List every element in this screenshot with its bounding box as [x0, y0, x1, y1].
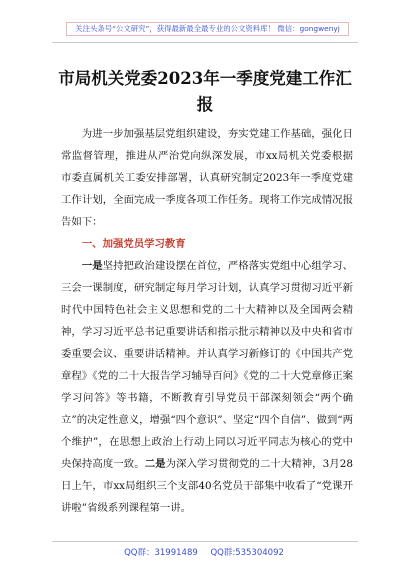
section-paragraph — [61, 255, 353, 519]
document-body — [61, 123, 353, 519]
footer-qq-group-1: QQ群：31991489 — [124, 548, 198, 558]
footer — [0, 546, 408, 558]
footer-divider — [52, 541, 358, 542]
header-banner: 关注头条号“公文研究”，获得最新最全最专业的公文资料库！ 微信：gongwenyj — [66, 22, 349, 36]
footer-qq-group-2: QQ群:535304092 — [210, 548, 284, 558]
header-divider — [52, 42, 358, 43]
section-heading: 一、加强党员学习教育 — [81, 238, 186, 250]
paragraph-text-1: 坚持把政治建设摆在首位，严格落实党组中心组学习、三会一课制度，研究制定每月学习计划，认真学习贯彻习近平新时代中国特色社会主义思想和党的二十大精神以及全国两会精神，学习习近平总书记重要讲话和指示批示精神以及中央和省市委重要会议、重要讲话精神。并认真学习新修订的《中国共产党章程》《党的二十大报告学习辅导百问》《党的二十大党章修正案学习问答》等书籍，不断教育引导党员干部深刻领会“两个确立”的决定性意义，增强“四个意识”、坚定“四个自信”、做到“两个维护”，在思想上政治上行动上同以习近平同志为核心的党中央保持高度一致。 — [61, 260, 354, 470]
document-title: 市局机关党委2023年一季度党建工作汇报 — [58, 69, 352, 114]
paragraph-text-2: 为深入学习贯彻党的二十大精神，3月28日上午，市xx局组织三个支部40名党员干部集中收看了“党课开讲啦”省级系列课程第一讲。 — [61, 458, 353, 514]
lead-phrase-2: 二是 — [144, 458, 166, 470]
intro-paragraph: 为进一步加强基层党组织建设，夯实党建工作基础，强化日常监督管理，推进从严治党向纵深发展，市xx局机关党委根据市委直属机关工委安排部署，认真研究制定2023年一季度党建工作计划，全面完成一季度各项工作任务。现将工作完成情况报告如下： — [61, 128, 353, 228]
lead-phrase-1: 一是 — [81, 260, 103, 272]
